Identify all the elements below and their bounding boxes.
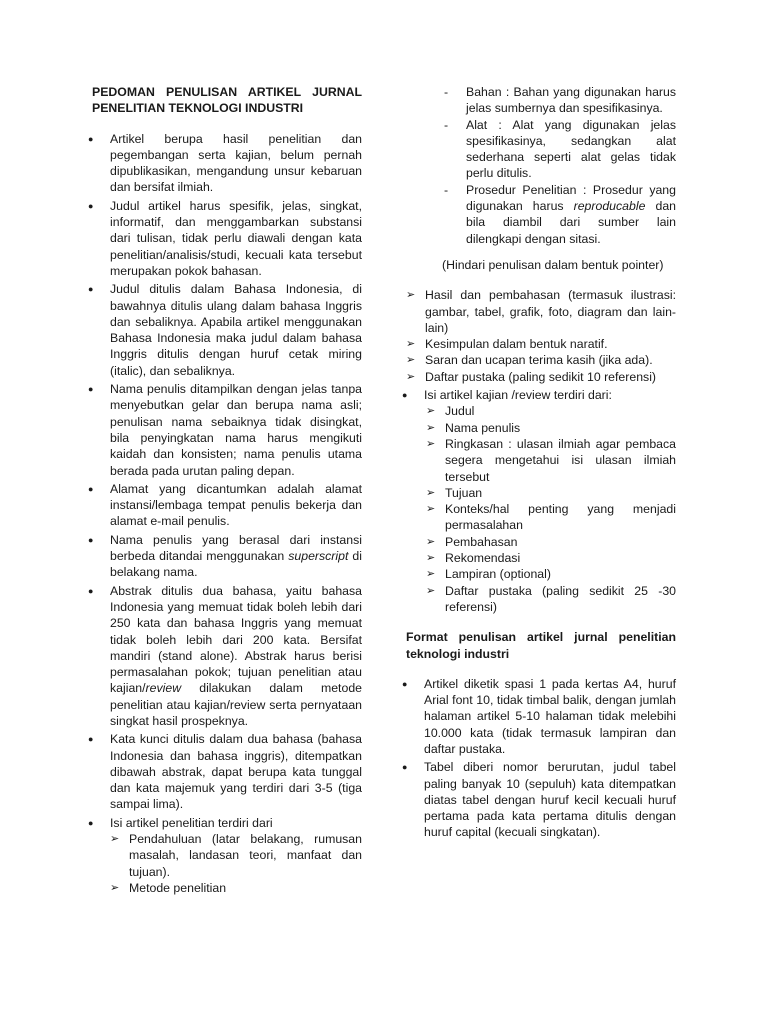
sub-list-item: ➢ Daftar pustaka (paling sedikit 25 -30 referensi) bbox=[426, 583, 676, 616]
sub-list-item: ➢ Pembahasan bbox=[426, 534, 676, 550]
sub-list-item: ➢ Hasil dan pembahasan (termasuk ilustrasi: gambar, tabel, grafik, foto, diagram dan lain-lain) bbox=[406, 287, 676, 336]
method-list bbox=[442, 84, 676, 247]
list-item: ● Nama penulis yang berasal dari instansi berbeda ditandai menggunakan superscript di belakang nama. bbox=[92, 532, 362, 581]
sub-list-item: ➢ Saran dan ucapan terima kasih (jika ada). bbox=[406, 352, 676, 368]
document-title: PEDOMAN PENULISAN ARTIKEL JURNAL PENELITIAN TEKNOLOGI INDUSTRI bbox=[92, 85, 362, 116]
guideline-list bbox=[92, 131, 362, 897]
result-list bbox=[406, 287, 676, 385]
list-item: ● Kata kunci ditulis dalam dua bahasa (bahasa Indonesia dan bahasa inggris), ditempatkan dibawah abstrak, dapat berupa kata tunggal dan kata majemuk yang terdiri dari 3-5 (tiga sampai lima). bbox=[92, 731, 362, 812]
sub-list-item: ➢ Kesimpulan dalam bentuk naratif. bbox=[406, 336, 676, 352]
sub-list-item: ➢ Nama penulis bbox=[426, 420, 676, 436]
left-column bbox=[92, 84, 362, 898]
sub-list-item: ➢ Daftar pustaka (paling sedikit 10 referensi) bbox=[406, 369, 676, 385]
isi-sublist bbox=[110, 831, 362, 896]
sub-list-item: ➢ Pendahuluan (latar belakang, rumusan masalah, landasan teori, manfaat dan tujuan). bbox=[110, 831, 362, 880]
method-item: - Alat : Alat yang digunakan jelas spesifikasinya, sedangkan alat sederhana seperti alat gelas tidak perlu ditulis. bbox=[442, 117, 676, 182]
kajian-sublist bbox=[426, 403, 676, 615]
sub-list-item: ➢ Metode penelitian bbox=[110, 880, 362, 896]
list-item: ● Isi artikel penelitian terdiri dari ➢ Pendahuluan (latar belakang, rumusan masalah, landasan teori, manfaat dan tujuan). ➢ Metode penelitian bbox=[92, 815, 362, 896]
format-list bbox=[406, 676, 676, 841]
list-item: ● Judul artikel harus spesifik, jelas, singkat, informatif, dan menggambarkan substansi dari tulisan, tidak perlu diawali dengan kata penelitian/analisis/studi, kecuali kata tersebut merupakan pokok bahasan. bbox=[92, 198, 362, 279]
pointer-note: (Hindari penulisan dalam bentuk pointer) bbox=[442, 257, 664, 272]
sub-list-item: ➢ Ringkasan : ulasan ilmiah agar pembaca segera mengetahui isi ulasan ilmiah tersebut bbox=[426, 436, 676, 485]
sub-list-item: ➢ Tujuan bbox=[426, 485, 676, 501]
list-item: ● Judul ditulis dalam Bahasa Indonesia, di bawahnya ditulis ulang dalam bahasa Inggris dan sebaliknya. Apabila artikel menggunakan Bahasa Indonesia maka judul dalam bahasa Inggris ditulis dengan huruf cetak miring (italic), dan sebaliknya. bbox=[92, 281, 362, 379]
list-item: ● Artikel diketik spasi 1 pada kertas A4, huruf Arial font 10, tidak timbal balik, dengan jumlah halaman artikel 5-10 halaman tidak melebihi 10.000 kata (tidak termasuk lampiran dan daftar pustaka. bbox=[406, 676, 676, 757]
list-item: ● Nama penulis ditampilkan dengan jelas tanpa menyebutkan gelar dan berupa nama asli; penulisan nama sebaiknya tidak disingkat, bila penyingkatan nama harus mengikuti kaidah dan konsisten; nama penulis utama berada pada urutan paling depan. bbox=[92, 381, 362, 479]
list-item: ● Tabel diberi nomor berurutan, judul tabel paling banyak 10 (sepuluh) kata ditempatkan diatas tabel dengan huruf kecil kecuali huruf pertama pada kata pertama ditulis dengan huruf capital (kecuali singkatan). bbox=[406, 759, 676, 840]
format-heading: Format penulisan artikel jurnal penelitian teknologi industri bbox=[406, 630, 676, 661]
method-item: - Prosedur Penelitian : Prosedur yang digunakan harus reproducable dan bila diambil dari sumber lain dilengkapi dengan sitasi. bbox=[442, 182, 676, 247]
sub-list-item: ➢ Judul bbox=[426, 403, 676, 419]
sub-list-item: ➢ Lampiran (optional) bbox=[426, 566, 676, 582]
sub-list-item: ➢ Rekomendasi bbox=[426, 550, 676, 566]
kajian-list bbox=[406, 387, 676, 615]
sub-list-item: ➢ Konteks/hal penting yang menjadi permasalahan bbox=[426, 501, 676, 534]
method-item: - Bahan : Bahan yang digunakan harus jelas sumbernya dan spesifikasinya. bbox=[442, 84, 676, 117]
list-item: ● Alamat yang dicantumkan adalah alamat instansi/lembaga tempat penulis bekerja dan alamat e-mail penulis. bbox=[92, 481, 362, 530]
right-column bbox=[406, 84, 676, 843]
list-item: ● Artikel berupa hasil penelitian dan pegembangan serta kajian, belum pernah dipublikasikan, mengandung unsur kebaruan dan bersifat ilmiah. bbox=[92, 131, 362, 196]
list-item: ● Isi artikel kajian /review terdiri dari: ➢ Judul ➢ Nama penulis ➢ Ringkasan : ulasan ilmiah agar pembaca segera mengetahui isi ulasan ilmiah tersebut ➢ Tujuan ➢ Konteks/hal penting yang menjadi permasalahan ➢ Pembahasan ➢ Rekomendasi ➢ Lampiran (optional) ➢ Daftar pustaka (paling sedikit 25 -30 referensi) bbox=[406, 387, 676, 615]
list-item: ● Abstrak ditulis dua bahasa, yaitu bahasa Indonesia yang memuat tidak boleh lebih dari 250 kata dan bahasa Inggris yang memuat tidak boleh lebih dari 200 kata. Bersifat mandiri (stand alone). Abstrak harus berisi permasalahan pokok; tujuan penelitian atau kajian/review dilakukan dalam metode penelitian atau kajian/review serta pernyataan singkat hasil prospeknya. bbox=[92, 583, 362, 730]
